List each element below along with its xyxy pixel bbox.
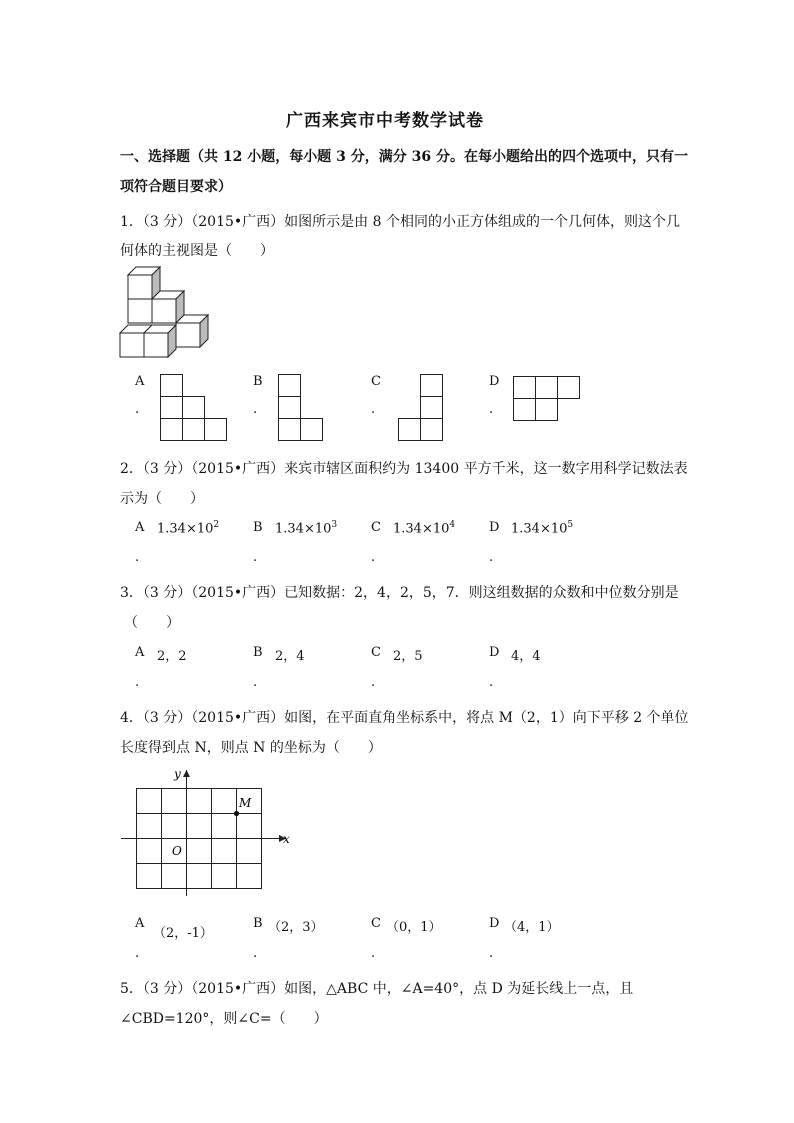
cube bbox=[176, 323, 200, 347]
q3-option-a-letter[interactable]: A bbox=[135, 645, 145, 660]
q4-option-b-letter[interactable]: B bbox=[253, 916, 263, 931]
q4-stem-line-1: 4．（3 分）（2015•广西）如图，在平面直角坐标系中，将点 M（2，1）向下平移 2 个单位 bbox=[120, 710, 689, 726]
q2-option-b-dot: . bbox=[253, 550, 258, 565]
q1-option-b-figure[interactable] bbox=[278, 374, 324, 442]
q1-cube-figure bbox=[116, 266, 226, 362]
q2-option-b-letter[interactable]: B bbox=[253, 520, 263, 535]
q3-option-c-dot: . bbox=[371, 675, 376, 690]
q1-option-c-letter[interactable]: C bbox=[371, 374, 381, 389]
q4-option-a-dot: . bbox=[135, 946, 140, 961]
q1-option-a-figure[interactable] bbox=[160, 374, 228, 442]
q4-coordinate-figure bbox=[116, 764, 296, 892]
cube bbox=[144, 333, 168, 357]
q2-stem-line-1: 2．（3 分）（2015•广西）来宾市辖区面积约为 13400 平方千米，这一数字用科学记数法表 bbox=[120, 461, 688, 477]
q4-option-c-letter[interactable]: C bbox=[371, 916, 381, 931]
q4-option-d-letter[interactable]: D bbox=[489, 916, 500, 931]
y-axis-label: y bbox=[174, 767, 181, 781]
q1-option-a-dot: . bbox=[135, 402, 140, 417]
q1-option-a-letter[interactable]: A bbox=[135, 374, 145, 389]
q3-option-b-text[interactable]: 2，4 bbox=[275, 649, 305, 664]
q3-stem-line-1: 3．（3 分）（2015•广西）已知数据：2，4，2，5，7．则这组数据的众数和中位数分别是 bbox=[120, 585, 679, 601]
q2-option-b-text[interactable]: $1.34\times 10^3$ bbox=[275, 520, 338, 537]
cube bbox=[120, 333, 144, 357]
cube bbox=[152, 299, 176, 323]
q4-option-b-dot: . bbox=[253, 946, 258, 961]
q3-option-b-letter[interactable]: B bbox=[253, 645, 263, 660]
q1-option-d-figure[interactable] bbox=[513, 376, 581, 422]
q5-stem-line-2: ∠CBD=120°，则∠C=（ ） bbox=[120, 1011, 328, 1027]
y-axis-arrow bbox=[183, 770, 190, 777]
q1-option-c-figure[interactable] bbox=[398, 374, 444, 442]
section-header-line-2: 项符合题目要求） bbox=[120, 179, 232, 195]
q2-option-d-letter[interactable]: D bbox=[489, 520, 500, 535]
q2-option-d-text[interactable]: $1.34\times 10^5$ bbox=[511, 520, 574, 537]
q4-option-b-text[interactable]: （2，3） bbox=[268, 920, 324, 935]
q1-stem-line-2: 何体的主视图是（ ） bbox=[120, 243, 274, 259]
q2-option-c-text[interactable]: $1.34\times 10^4$ bbox=[393, 520, 456, 537]
q4-option-a-letter[interactable]: A bbox=[135, 916, 145, 931]
q2-stem-line-2: 示为（ ） bbox=[120, 491, 204, 507]
q5-stem-line-1: 5．（3 分）（2015•广西）如图，△ABC 中，∠A=40°，点 D 为延长线上一点，且 bbox=[120, 981, 634, 997]
section-header-line-1: 一、选择题（共 12 小题，每小题 3 分，满分 36 分。在每小题给出的四个选项中，只有一 bbox=[120, 149, 688, 165]
cube bbox=[128, 275, 152, 299]
q2-option-a-letter[interactable]: A bbox=[135, 520, 145, 535]
q4-option-a-text[interactable]: （2，-1） bbox=[153, 926, 213, 941]
q2-option-a-dot: . bbox=[135, 550, 140, 565]
q1-stem-line-1: 1．（3 分）（2015•广西）如图所示是由 8 个相同的小正方体组成的一个几何体，则这个几 bbox=[120, 214, 680, 230]
q4-option-d-dot: . bbox=[489, 946, 494, 961]
q2-option-a-text[interactable]: $1.34\times 10^2$ bbox=[157, 520, 220, 537]
q4-option-c-dot: . bbox=[371, 946, 376, 961]
point-m bbox=[234, 811, 239, 816]
q3-option-d-letter[interactable]: D bbox=[489, 645, 500, 660]
origin-label: O bbox=[172, 844, 182, 858]
q3-option-c-text[interactable]: 2，5 bbox=[393, 649, 423, 664]
q3-option-d-text[interactable]: 4，4 bbox=[511, 649, 541, 664]
q3-option-d-dot: . bbox=[489, 675, 494, 690]
q1-option-c-dot: . bbox=[371, 402, 376, 417]
q2-option-c-dot: . bbox=[371, 550, 376, 565]
q1-option-b-letter[interactable]: B bbox=[253, 374, 263, 389]
q3-option-c-letter[interactable]: C bbox=[371, 645, 381, 660]
q4-option-c-text[interactable]: （0，1） bbox=[386, 920, 442, 935]
q1-option-d-letter[interactable]: D bbox=[489, 374, 500, 389]
q4-stem-line-2: 长度得到点 N，则点 N 的坐标为（ ） bbox=[120, 740, 382, 756]
cube bbox=[128, 299, 152, 323]
q3-option-a-dot: . bbox=[135, 675, 140, 690]
q2-option-d-dot: . bbox=[489, 550, 494, 565]
q1-option-d-dot: . bbox=[489, 402, 494, 417]
q3-option-b-dot: . bbox=[253, 675, 258, 690]
q1-option-b-dot: . bbox=[253, 402, 258, 417]
q2-option-c-letter[interactable]: C bbox=[371, 520, 381, 535]
x-axis-label: x bbox=[283, 832, 290, 846]
point-m-label: M bbox=[239, 796, 252, 810]
q3-stem-line-2: （ ） bbox=[124, 615, 180, 631]
page-title: 广西来宾市中考数学试卷 bbox=[286, 111, 484, 131]
q4-option-d-text[interactable]: （4，1） bbox=[504, 920, 560, 935]
q3-option-a-text[interactable]: 2，2 bbox=[157, 649, 187, 664]
